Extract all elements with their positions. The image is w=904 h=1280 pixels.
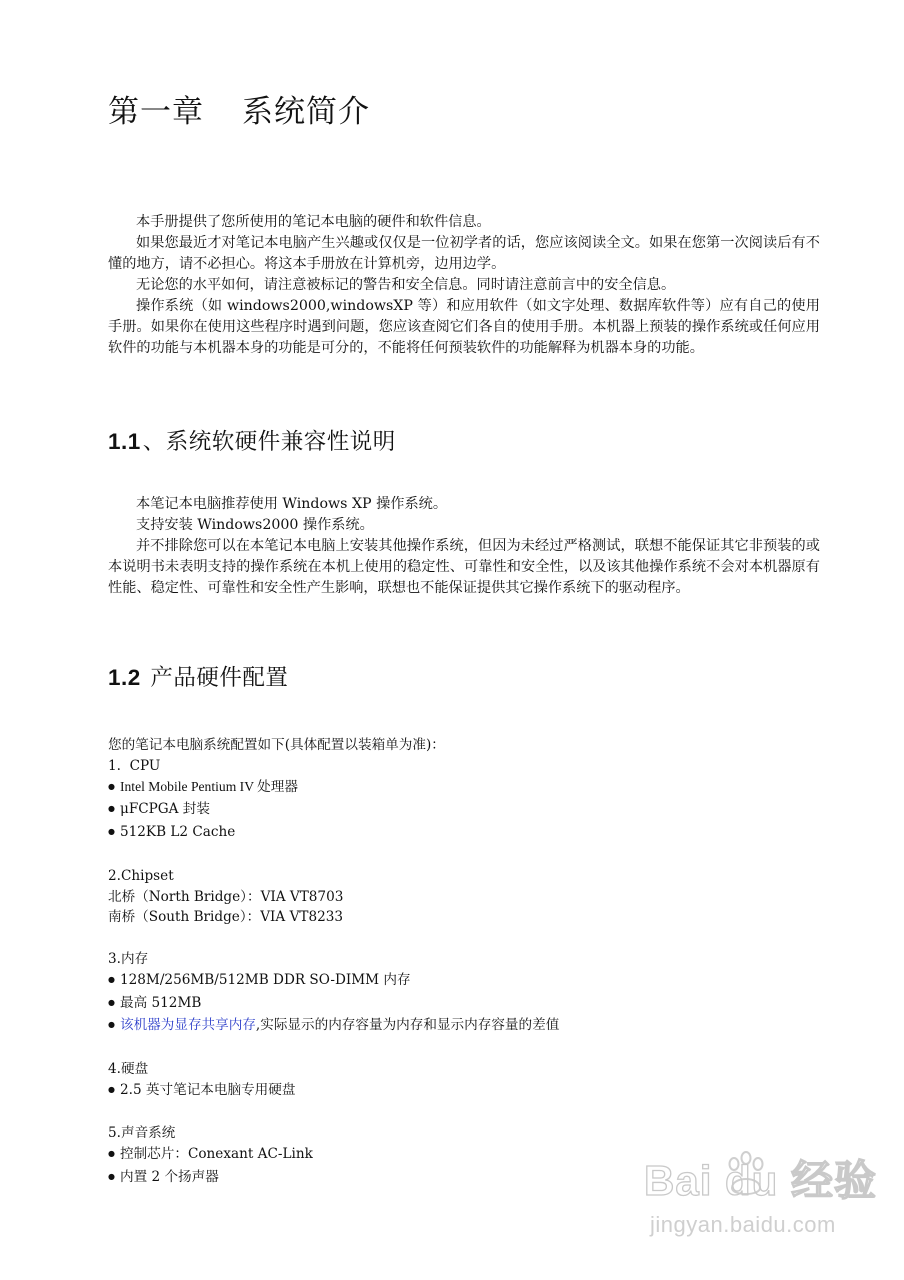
disk-heading: 4.硬盘 bbox=[108, 1060, 149, 1077]
south-bridge: 南桥（South Bridge）：VIA VT8233 bbox=[108, 909, 344, 926]
hardware-config-list bbox=[108, 735, 820, 1190]
chapter-number: 第一章 bbox=[108, 94, 204, 130]
chipset-heading: 2.Chipset bbox=[108, 867, 174, 884]
audio-item-text: 控制芯片：Conexant AC-Link bbox=[119, 1146, 313, 1163]
cpu-item bbox=[108, 822, 820, 845]
section-number: 1.2 bbox=[108, 665, 141, 690]
cpu-item bbox=[108, 799, 820, 822]
cpu-item-text: μFCPGA 封装 bbox=[119, 801, 210, 818]
cpu-item bbox=[108, 777, 820, 800]
audio-item-text: 内置 2 个扬声器 bbox=[119, 1168, 219, 1185]
baidu-watermark bbox=[640, 1148, 880, 1248]
audio-heading: 5.声音系统 bbox=[108, 1125, 176, 1142]
cpu-item-text: Intel Mobile Pentium IV 处理器 bbox=[119, 778, 298, 794]
intro-paragraph: 无论您的水平如何，请注意被标记的警告和安全信息。同时请注意前言中的安全信息。 bbox=[136, 277, 676, 293]
compatibility-paragraphs bbox=[108, 494, 820, 599]
watermark-url: jingyan.baidu.com bbox=[650, 1212, 836, 1237]
intro-paragraph: 如果您最近才对笔记本电脑产生兴趣或仅仅是一位初学者的话，您应该阅读全文。如果在您第一次阅读后有不懂的地方，请不必担心。将这本手册放在计算机旁，边用边学。 bbox=[108, 235, 820, 272]
intro-paragraph: 操作系统（如 windows2000,windowsXP 等）和应用软件（如文字处理、数据库软件等）应有自己的使用手册。如果你在使用这些程序时遇到问题，您应该查阅它们各自的使用手册。本机器上预装的操作系统或任何应用软件的功能与本机器本身的功能是可分的，不能将任何预装软件的功能解释为机器本身的功能。 bbox=[108, 298, 820, 356]
section-heading-1-2 bbox=[108, 660, 288, 692]
config-intro: 您的笔记本电脑系统配置如下(具体配置以装箱单为准)： bbox=[108, 737, 445, 753]
memory-item-text: 最高 512MB bbox=[119, 994, 202, 1011]
memory-item bbox=[108, 970, 820, 993]
memory-item bbox=[108, 993, 820, 1016]
memory-item bbox=[108, 1015, 820, 1038]
north-bridge: 北桥（North Bridge）：VIA VT8703 bbox=[108, 888, 344, 905]
baidu-logo: Bai du 经验 bbox=[644, 1157, 878, 1204]
memory-item-text: ,实际显示的内存容量为内存和显示内存容量的差值 bbox=[255, 1017, 560, 1034]
intro-paragraphs bbox=[108, 212, 820, 359]
compat-paragraph: 并不排除您可以在本笔记本电脑上安装其他操作系统，但因为未经过严格测试，联想不能保证其它非预装的或本说明书未表明支持的操作系统在本机上使用的稳定性、可靠性和安全性，以及该其他操作系统不会对本机器原有性能、稳定性、可靠性和安全性产生影响，联想也不能保证提供其它操作系统下的驱动程序。 bbox=[108, 538, 820, 596]
disk-item-text: 2.5 英寸笔记本电脑专用硬盘 bbox=[119, 1081, 296, 1098]
chapter-title bbox=[108, 86, 370, 131]
disk-item bbox=[108, 1080, 820, 1103]
section-number: 1.1 bbox=[108, 429, 141, 454]
section-title-text: 产品硬件配置 bbox=[142, 665, 289, 691]
shared-memory-link[interactable]: 该机器为显存共享内存 bbox=[119, 1017, 256, 1034]
cpu-heading: 1. CPU bbox=[108, 757, 161, 774]
compat-paragraph: 本笔记本电脑推荐使用 Windows XP 操作系统。 bbox=[136, 496, 448, 512]
memory-heading: 3.内存 bbox=[108, 950, 149, 967]
chapter-name: 系统简介 bbox=[242, 94, 370, 130]
compat-paragraph: 支持安装 Windows2000 操作系统。 bbox=[136, 517, 374, 533]
cpu-item-text: 512KB L2 Cache bbox=[119, 824, 236, 841]
memory-item-text: 128M/256MB/512MB DDR SO-DIMM 内存 bbox=[119, 971, 411, 988]
intro-paragraph: 本手册提供了您所使用的笔记本电脑的硬件和软件信息。 bbox=[136, 214, 491, 230]
section-heading-1-1 bbox=[108, 424, 396, 456]
section-title-text: 、系统软硬件兼容性说明 bbox=[142, 429, 396, 455]
